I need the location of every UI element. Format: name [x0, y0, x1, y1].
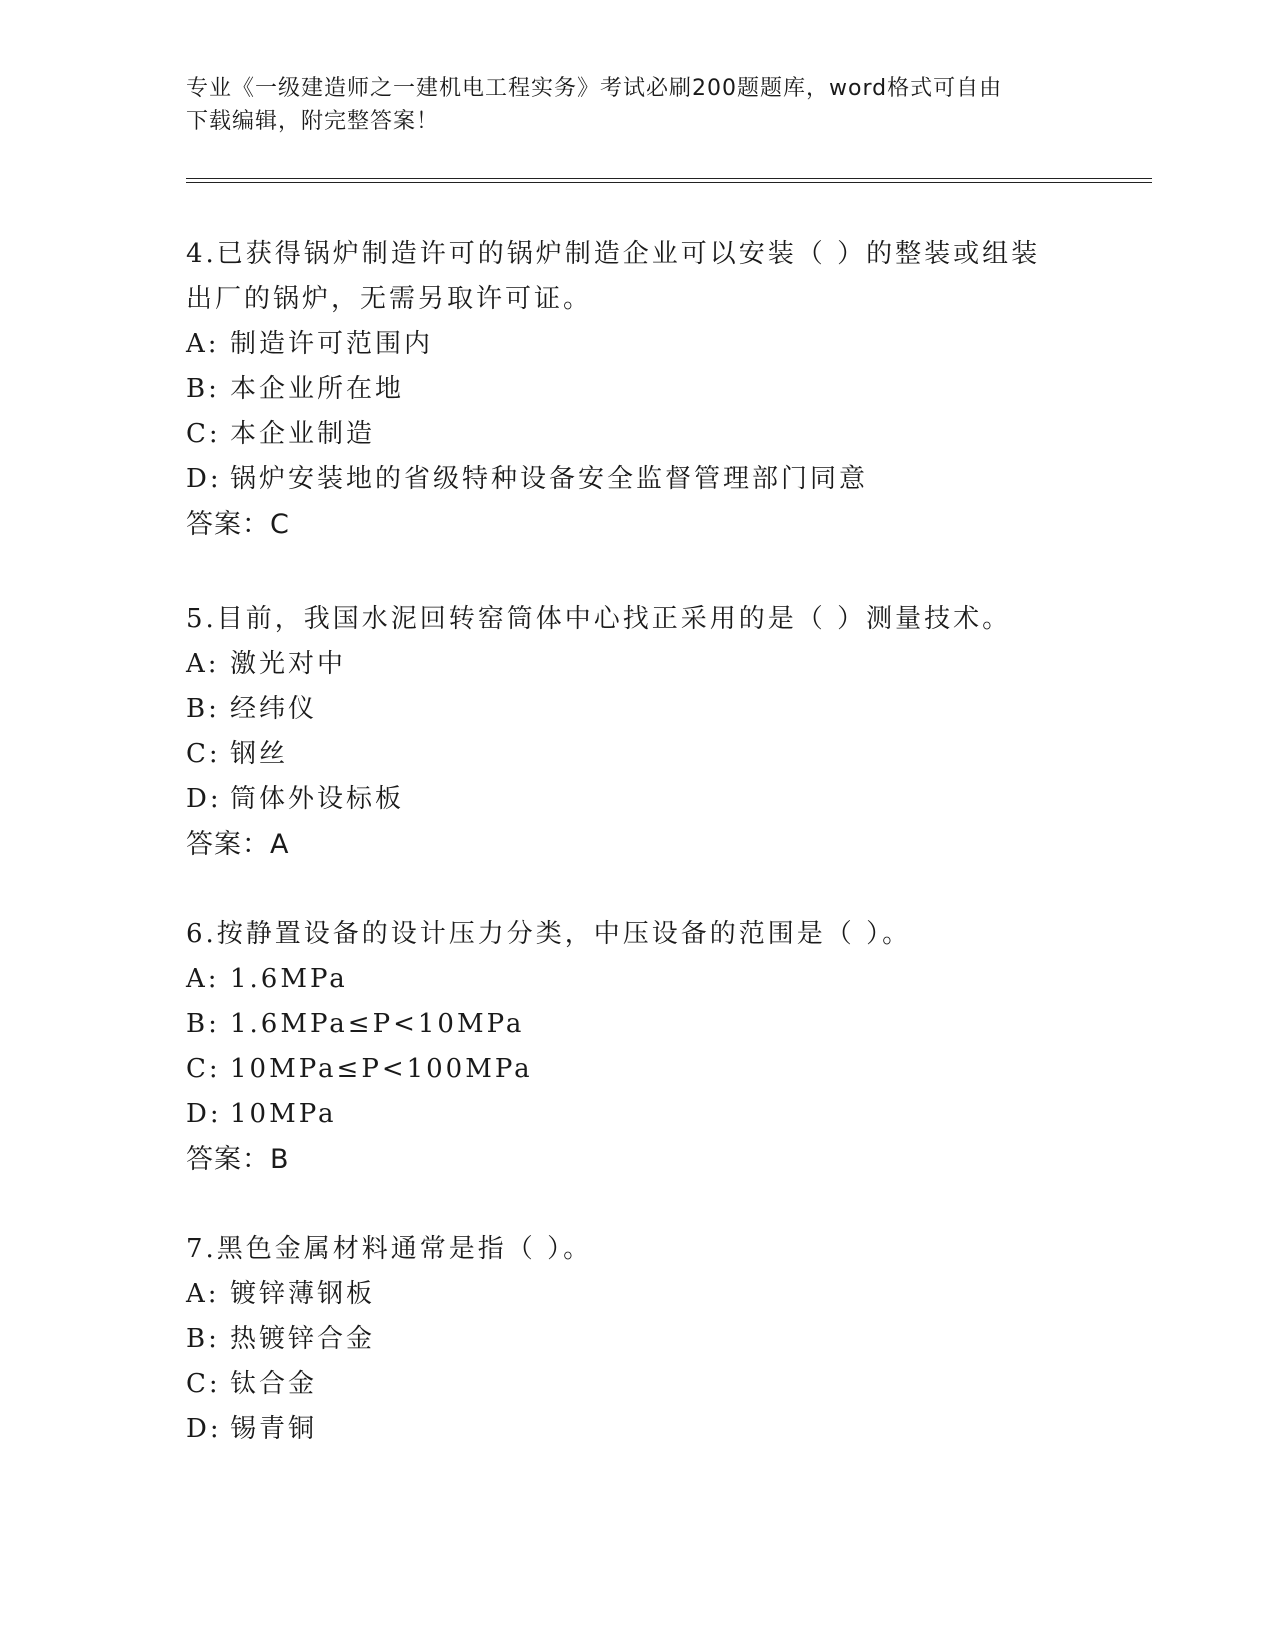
- option-key: B:: [186, 1324, 220, 1354]
- option-text: 镀锌薄钢板: [230, 1279, 376, 1309]
- option-text: 10MPa: [230, 1099, 337, 1129]
- option-key: B:: [186, 1009, 220, 1039]
- option-key: C:: [186, 739, 221, 769]
- header-line-2: 下载编辑，附完整答案！: [186, 109, 440, 134]
- option-b: [186, 1317, 1086, 1362]
- option-d: [186, 1407, 1086, 1452]
- option-d: [186, 777, 1086, 822]
- option-key: D:: [186, 464, 222, 494]
- option-c: [186, 1362, 1086, 1407]
- option-text: 制造许可范围内: [230, 329, 434, 359]
- option-text: 本企业制造: [230, 419, 376, 449]
- option-key: D:: [186, 784, 222, 814]
- option-key: B:: [186, 694, 220, 724]
- answer-label: 答案：B: [186, 1144, 290, 1175]
- option-key: D:: [186, 1414, 222, 1444]
- option-key: B:: [186, 374, 220, 404]
- option-text: 锡青铜: [230, 1414, 318, 1444]
- option-key: D:: [186, 1099, 222, 1129]
- option-c: [186, 412, 1086, 457]
- question-stem-line-2: 出厂的锅炉，无需另取许可证。: [186, 284, 593, 314]
- option-text: 激光对中: [230, 649, 347, 679]
- option-key: C:: [186, 1369, 221, 1399]
- answer-label: 答案：A: [186, 829, 290, 860]
- question-stem-line-1: 6.按静置设备的设计压力分类，中压设备的范围是（ ）。: [186, 919, 912, 949]
- option-text: 经纬仪: [230, 694, 318, 724]
- question-7: [186, 1227, 1086, 1452]
- option-d: [186, 1092, 1086, 1137]
- option-key: A:: [186, 964, 220, 994]
- option-b: [186, 687, 1086, 732]
- document-header: [186, 72, 1066, 138]
- option-a: [186, 642, 1086, 687]
- question-4: [186, 232, 1086, 547]
- option-text: 10MPa≤P<100MPa: [230, 1054, 533, 1084]
- option-key: C:: [186, 1054, 221, 1084]
- option-key: A:: [186, 1279, 220, 1309]
- question-stem-line-1: 4.已获得锅炉制造许可的锅炉制造企业可以安装（ ）的整装或组装: [186, 239, 1041, 269]
- option-c: [186, 1047, 1086, 1092]
- header-divider-top: [186, 178, 1152, 179]
- header-line-1: 专业《一级建造师之一建机电工程实务》考试必刷200题题库，word格式可自由: [186, 76, 1003, 101]
- option-a: [186, 957, 1086, 1002]
- option-key: C:: [186, 419, 221, 449]
- question-5: [186, 597, 1086, 867]
- option-text: 热镀锌合金: [230, 1324, 376, 1354]
- header-divider-bottom: [186, 182, 1152, 183]
- option-a: [186, 322, 1086, 367]
- option-text: 钢丝: [230, 739, 289, 769]
- option-text: 1.6MPa: [230, 964, 348, 994]
- option-d: [186, 457, 1086, 502]
- option-text: 钛合金: [230, 1369, 318, 1399]
- option-c: [186, 732, 1086, 777]
- option-text: 1.6MPa≤P<10MPa: [230, 1009, 525, 1039]
- answer-label: 答案：C: [186, 509, 290, 540]
- option-a: [186, 1272, 1086, 1317]
- question-stem-line-1: 5.目前，我国水泥回转窑筒体中心找正采用的是（ ）测量技术。: [186, 604, 1012, 634]
- question-stem-line-1: 7.黑色金属材料通常是指（ ）。: [186, 1234, 593, 1264]
- option-b: [186, 1002, 1086, 1047]
- option-key: A:: [186, 329, 220, 359]
- option-text: 本企业所在地: [230, 374, 405, 404]
- option-text: 筒体外设标板: [230, 784, 405, 814]
- option-b: [186, 367, 1086, 412]
- question-6: [186, 912, 1086, 1182]
- option-key: A:: [186, 649, 220, 679]
- option-text: 锅炉安装地的省级特种设备安全监督管理部门同意: [230, 464, 869, 494]
